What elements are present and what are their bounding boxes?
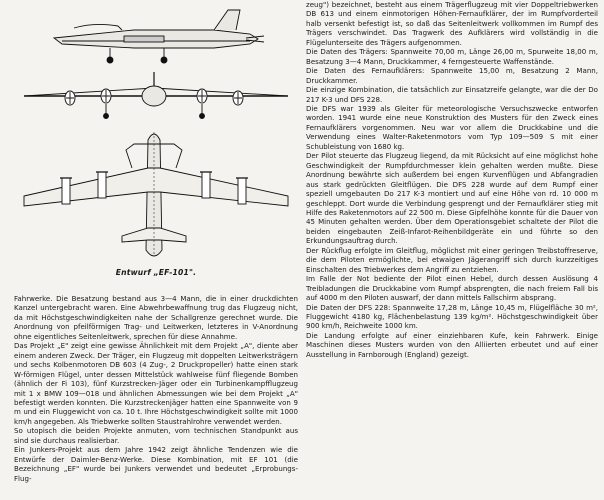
paragraph: Die DFS war 1939 als Gleiter für meteorologische Versuchszwecke entworfen worden. 1941 wurde eine neue Konstruktion des Musters für den Zweck eines Fernaufklärers vorgenommen. Neu war vor allem die Druckkabine und die Verwendung eines Walter-Raketenmotors vom Typ 109—509 S mit einer Schubleistung von 1680 kg.	[306, 103, 598, 151]
side-view	[54, 10, 264, 63]
paragraph: Fahrwerke. Die Besatzung bestand aus 3—4 Mann, die in einer druckdichten Kanzel untergebracht waren. Eine Abwehrbewaffnung trug das Flugzeug nicht, da mit Höchstgeschwindigkeiten nahe der Schallgrenze gerechnet wurde. Die Anordnung von pfeilförmigen Trag- und Leitwerken, letzteres in V-Anordnung ohne eigentliches Seitenleitwerk, sprechen für diese Annahme.	[14, 294, 298, 341]
paragraph: Das Projekt „E" zeigt eine gewisse Ähnlichkeit mit dem Projekt „A", diente aber einem anderen Zweck. Der Träger, ein Flugzeug mit doppelten Leitwerksträgern und sechs Kolbenmotoren DB 603 (4 Zug-, 2 Druckpropeller) hatte einen stark W-förmigen Flügel, unter dessen Mittelstück wahlweise fünf fliegende Bomben (ähnlich der Fi 103), fünf Kurzstrecken-Jäger oder ein Turbinenkampfflugzeug mit 1 x BMW 109—018 und ähnlichen Abmessungen wie bei dem Projekt „A" befestigt werden konnten. Die Kurzstreckenjäger hatten eine Spannweite von 9 m und ein Fluggewicht von ca. 10 t. Ihre Höchstgeschwindigkeit sollte mit 1000 km/h angegeben. Als Triebwerke sollten Staustrahlrohre verwendet werden.	[14, 341, 298, 426]
front-view	[24, 72, 288, 119]
left-column-text	[14, 294, 298, 483]
aircraft-three-view-drawing	[14, 0, 298, 292]
paragraph: Die einzige Kombination, die tatsächlich zur Einsatzreife gelangte, war die der Do 217 K-3 und DFS 228.	[306, 85, 598, 104]
paragraph: zeug") bezeichnet, besteht aus einem Trägerflugzeug mit vier Doppeltriebwerken DB 613 und einem einmotorigen Höhen-Fernaufklärer, der im Rumpfvorderteil halb versenkt befestigt ist, so daß das Seitenleitwerk vollkommen im Rumpf des Trägers verschwindet. Das Tragwerk des Aufklärers wird vollständig in die Flügelunterseite des Trägers aufgenommen.	[306, 0, 598, 47]
left-column	[14, 0, 298, 483]
right-column-text	[306, 0, 598, 359]
paragraph: So utopisch die beiden Projekte anmuten, vom technischen Standpunkt aus sind sie durchaus realisierbar.	[14, 426, 298, 445]
paragraph: Die Daten des Fernaufklärers: Spannweite 15,00 m, Besatzung 2 Mann, Druckkammer.	[306, 66, 598, 85]
paragraph: Der Pilot steuerte das Flugzeug liegend, da mit Rücksicht auf eine möglichst hohe Geschwindigkeit der Rumpfdurchmesser klein gehalten werden mußte. Diese Anordnung bewährte sich außerdem bei engen Kurvenflügen und Abfangradien aus stark gedrückten Gleitflügen. Die DFS 228 wurde auf dem Rumpf einer speziell umgebauten Do 217 K-3 montiert und auf eine Höhe von rd. 10 000 m geschleppt. Dort wurde die Verbindung gesprengt und der Fernaufklärer stieg mit Hilfe des Raketenmotors auf 22 500 m. Diese Gipfelhöhe konnte für die Dauer von 45 Minuten gehalten werden. Über dem Operationsgebiet schaltete der Pilot die beiden eingebauten Zeiß-Infarot-Reihenbildgeräte ein und führte so den Erkundungsauftrag durch.	[306, 151, 598, 246]
paragraph: Ein Junkers-Projekt aus dem Jahre 1942 zeigt ähnliche Tendenzen wie die Entwürfe der Daimler-Benz-Werke. Diese Kombination, mit EF 101 (die Bezeichnung „EF" wurde bei Junkers verwendet und bedeutet „Erprobungs-Flug-	[14, 445, 298, 483]
top-view	[24, 132, 288, 256]
paragraph: Im Falle der Not bediente der Pilot einen Hebel, durch dessen Auslösung 4 Treibladungen die Druckkabine vom Rumpf absprengten, die nach freiem Fall bis auf 4000 m den Piloten auswarf, der dann mittels Fallschirm absprang.	[306, 274, 598, 303]
paragraph: Der Rückflug erfolgte im Gleitflug, möglichst mit einer geringen Treibstoffreserve, die dem Piloten ermöglichte, bei etwaigen Jägerangriff sich durch kurzzeitiges Einschalten des Triebwerkes dem Angriff zu entziehen.	[306, 245, 598, 274]
three-view-svg	[14, 0, 298, 270]
figure-caption: Entwurf „EF-101".	[115, 268, 197, 277]
paragraph: Die Daten der DFS 228: Spannweite 17,28 m, Länge 10,45 m, Flügelfläche 30 m², Fluggewicht 4180 kg, Flächenbelastung 139 kg/m². Höchstgeschwindigkeit über 900 km/h, Reichweite 1000 km.	[306, 302, 598, 331]
paragraph: Die Daten des Trägers: Spannweite 70,00 m, Länge 26,00 m, Spurweite 18,00 m, Besatzung 3—4 Mann, Druckkammer, 4 ferngesteuerte Waffenstände.	[306, 47, 598, 66]
paragraph: Die Landung erfolgte auf einer einziehbaren Kufe, kein Fahrwerk. Einige Maschinen dieses Musters wurden von den Alliierten erbeutet und auf einer Ausstellung in Farnborough (England) gezeigt.	[306, 330, 598, 359]
